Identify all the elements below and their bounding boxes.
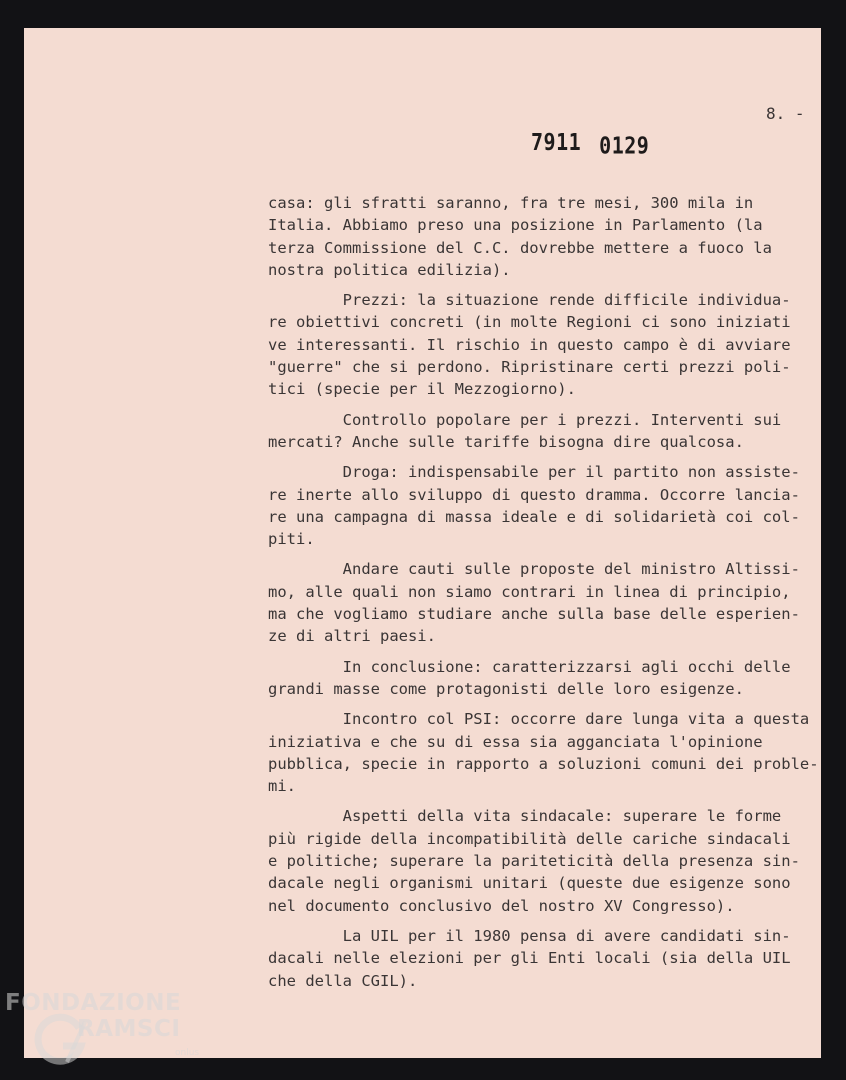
text-line: grandi masse come protagonisti delle loro esigenze. bbox=[268, 679, 744, 698]
watermark-line2: RAMSCI bbox=[77, 1016, 181, 1042]
text-line: e politiche; superare la pariteticità della presenza sin- bbox=[268, 852, 800, 871]
text-line: nel documento conclusivo del nostro XV Congresso). bbox=[268, 896, 735, 915]
text-line: ze di altri paesi. bbox=[268, 627, 436, 646]
paragraph-union-life bbox=[268, 805, 833, 916]
text-line: pubblica, specie in rapporto a soluzioni comuni dei proble- bbox=[268, 754, 819, 773]
text-line: nostra politica edilizia). bbox=[268, 260, 511, 279]
watermark-onlus: onlus bbox=[175, 1048, 200, 1058]
text-line: tici (specie per il Mezzogiorno). bbox=[268, 380, 576, 399]
text-line: dacali nelle elezioni per gli Enti locali (sia della UIL bbox=[268, 949, 791, 968]
text-line: più rigide della incompatibilità delle cariche sindacali bbox=[268, 829, 791, 848]
paragraph-altissimo bbox=[268, 558, 833, 647]
text-line: Controllo popolare per i prezzi. Interventi sui bbox=[268, 410, 782, 429]
paragraph-price-control bbox=[268, 409, 833, 454]
typed-body bbox=[268, 192, 833, 1000]
text-line: iniziativa e che su di essa sia agganciata l'opinione bbox=[268, 732, 763, 751]
text-line: "guerre" che si perdono. Ripristinare certi prezzi poli- bbox=[268, 358, 791, 377]
text-line: che della CGIL). bbox=[268, 971, 418, 990]
text-line: mi. bbox=[268, 777, 296, 796]
text-line: La UIL per il 1980 pensa di avere candidati sin- bbox=[268, 926, 791, 945]
text-line: re una campagna di massa ideale e di solidarietà coi col- bbox=[268, 507, 800, 526]
paragraph-psi bbox=[268, 708, 833, 797]
text-line: Italia. Abbiamo preso una posizione in Parlamento (la bbox=[268, 216, 763, 235]
paragraph-housing bbox=[268, 192, 833, 281]
text-line: ma che vogliamo studiare anche sulla base delle esperien- bbox=[268, 605, 800, 624]
archive-stamp bbox=[531, 128, 650, 160]
text-line: Droga: indispensabile per il partito non assiste- bbox=[268, 463, 800, 482]
paragraph-uil bbox=[268, 925, 833, 992]
text-line: dacale negli organismi unitari (queste due esigenze sono bbox=[268, 874, 791, 893]
page-number: 8. - bbox=[766, 104, 805, 123]
text-line: In conclusione: caratterizzarsi agli occhi delle bbox=[268, 657, 791, 676]
text-line: Andare cauti sulle proposte del ministro Altissi- bbox=[268, 560, 800, 579]
text-line: Prezzi: la situazione rende difficile individua- bbox=[268, 291, 791, 310]
archive-code-first: 7911 bbox=[531, 128, 582, 156]
text-line: mercati? Anche sulle tariffe bisogna dire qualcosa. bbox=[268, 432, 744, 451]
text-line: casa: gli sfratti saranno, fra tre mesi, 300 mila in bbox=[268, 194, 754, 212]
archive-code-second: 0129 bbox=[599, 131, 650, 160]
text-line: terza Commissione del C.C. dovrebbe mettere a fuoco la bbox=[268, 238, 772, 257]
text-line: mo, alle quali non siamo contrari in linea di principio, bbox=[268, 582, 791, 601]
paragraph-prices bbox=[268, 289, 833, 400]
text-line: Aspetti della vita sindacale: superare le forme bbox=[268, 807, 782, 826]
text-line: piti. bbox=[268, 530, 315, 549]
watermark-line1: FONDAZIONE bbox=[5, 990, 182, 1016]
text-line: Incontro col PSI: occorre dare lunga vita a questa bbox=[268, 710, 810, 729]
text-line: ve interessanti. Il rischio in questo campo è di avviare bbox=[268, 335, 791, 354]
text-line: re inerte allo sviluppo di questo dramma. Occorre lancia- bbox=[268, 485, 800, 504]
text-line: re obiettivi concreti (in molte Regioni ci sono iniziati bbox=[268, 313, 791, 332]
paragraph-drugs bbox=[268, 461, 833, 550]
paragraph-conclusion bbox=[268, 656, 833, 701]
fondazione-gramsci-watermark bbox=[3, 990, 213, 1074]
document-page bbox=[24, 28, 821, 1058]
